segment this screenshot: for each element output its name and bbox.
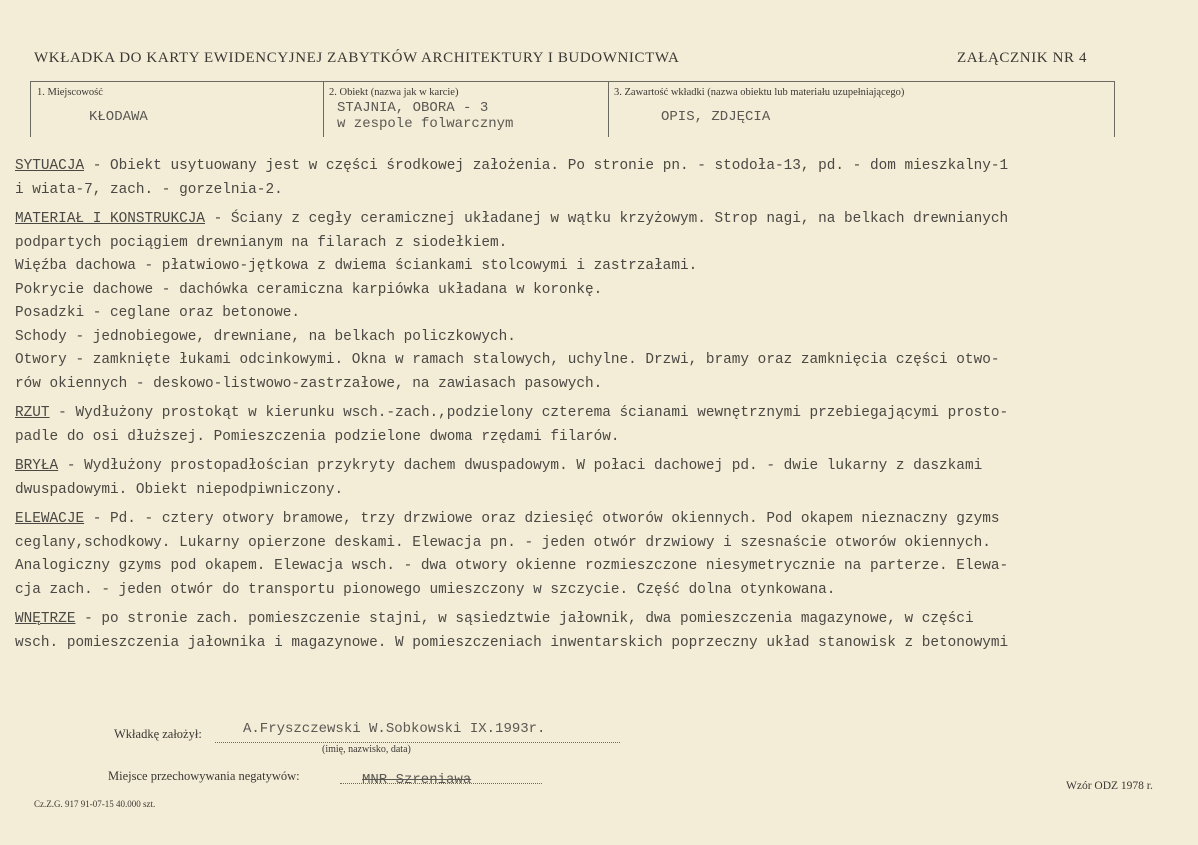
object-value-line-1: STAJNIA, OBORA - 3 (337, 100, 489, 116)
text-line: i wiata-7, zach. - gorzelnia-2. (15, 181, 283, 198)
text-span: - Wydłużony prostokąt w kierunku wsch.-zach.,podzielony czterema ścianami wewnętrznymi przebiegającymi prosto- (49, 405, 1009, 421)
attachment-number: ZAŁĄCZNIK NR 4 (957, 50, 1088, 66)
text-span: - po stronie zach. pomieszczenie stajni, w sąsiedztwie jałownik, dwa pomieszczenia magazynowe, w części (75, 611, 974, 627)
text-span: - Ściany z cegły ceramicznej układanej w wątku krzyżowym. Strop nagi, na belkach drewnianych (205, 211, 1009, 227)
text-line: ceglany,schodkowy. Lukarny opierzone deskami. Elewacja pn. - jeden otwór drzwiowy i szesnaście otworów okiennych. (15, 534, 991, 551)
object-cell (323, 82, 609, 137)
text-line (15, 511, 1195, 535)
content-value: OPIS, ZDJĘCIA (661, 109, 771, 125)
negatives-label: Miejsce przechowywania negatywów: (108, 769, 300, 783)
text-line: podpartych pociągiem drewnianym na filarach z siodełkiem. (15, 234, 508, 251)
text-line (15, 458, 1195, 482)
text-line: padle do osi dłuższej. Pomieszczenia podzielone dwoma rzędami filarów. (15, 428, 620, 445)
section-heading: SYTUACJA (15, 158, 85, 174)
document-title: WKŁADKA DO KARTY EWIDENCYJNEJ ZABYTKÓW ARCHITEKTURY I BUDOWNICTWA (34, 50, 680, 66)
text-line (15, 611, 1195, 635)
author-label: Wkładkę założył: (114, 727, 202, 741)
content-label: 3. Zawartość wkładki (nazwa obiektu lub materiału uzupełniającego) (614, 87, 905, 98)
place-cell (31, 82, 324, 137)
text-line: Analogiczny gzyms pod okapem. Elewacja wsch. - dwa otwory okienne rozmieszczone niesymetrycznie na parterze. Elewa- (15, 558, 1009, 574)
text-span: - Pd. - cztery otwory bramowe, trzy drzwiowe oraz dziesięć otworów okiennych. Pod okapem nieznaczny gzyms (84, 511, 1000, 527)
author-hint: (imię, nazwisko, data) (322, 744, 411, 755)
text-line: dwuspadowymi. Obiekt niepodpiwniczony. (15, 481, 344, 498)
text-line (15, 158, 1195, 182)
object-value (337, 100, 513, 132)
object-value-line-2: w zespole folwarcznym (337, 116, 514, 132)
section-heading: BRYŁA (15, 458, 59, 474)
author-value: A.Fryszczewski W.Sobkowski IX.1993r. (243, 721, 546, 737)
text-line: Pokrycie dachowe - dachówka ceramiczna karpiówka układana w koronkę. (15, 281, 603, 298)
print-code: Cz.Z.G. 917 91-07-15 40.000 szt. (34, 799, 156, 809)
section-heading: WNĘTRZE (15, 611, 76, 627)
text-line (15, 405, 1195, 429)
text-line: wsch. pomieszczenia jałownika i magazynowe. W pomieszczeniach inwentarskich poprzeczny układ stanowisk z betonowymi (15, 634, 1009, 651)
text-span: - Wydłużony prostopadłościan przykryty dachem dwuspadowym. W połaci dachowej pd. - dwie lukarny z daszkami (58, 458, 983, 474)
section-heading: MATERIAŁ I KONSTRUKCJA (15, 211, 205, 227)
object-label: 2. Obiekt (nazwa jak w karcie) (329, 87, 459, 98)
section-heading: RZUT (15, 405, 50, 421)
text-line: Posadzki - ceglane oraz betonowe. (15, 305, 300, 321)
content-cell (608, 82, 1114, 137)
description-text (15, 158, 1195, 658)
info-table (30, 81, 1115, 137)
text-line: Schody - jednobiegowe, drewniane, na belkach policzkowych. (15, 328, 516, 345)
negatives-value: MNR Szreniawa (362, 772, 472, 788)
text-span: - Obiekt usytuowany jest w części środkowej założenia. Po stronie pn. - stodoła-13, pd. - dom mieszkalny-1 (84, 158, 1009, 174)
form-model: Wzór ODZ 1978 r. (1066, 780, 1153, 792)
text-line: rów okiennych - deskowo-listwowo-zastrzałowe, na zawiasach pasowych. (15, 375, 603, 392)
section-heading: ELEWACJE (15, 511, 85, 527)
text-line: Więźba dachowa - płatwiowo-jętkowa z dwiema ściankami stolcowymi i zastrzałami. (15, 258, 698, 274)
text-line: cja zach. - jeden otwór do transportu pionowego umieszczony w szczycie. Część dolna otynkowana. (15, 581, 836, 598)
place-label: 1. Miejscowość (37, 87, 103, 98)
author-dotted-line (215, 742, 620, 743)
text-line: Otwory - zamknięte łukami odcinkowymi. Okna w ramach stalowych, uchylne. Drzwi, bramy oraz zamknięcia części otwo- (15, 352, 1000, 368)
place-value: KŁODAWA (89, 109, 148, 125)
text-line (15, 211, 1195, 235)
